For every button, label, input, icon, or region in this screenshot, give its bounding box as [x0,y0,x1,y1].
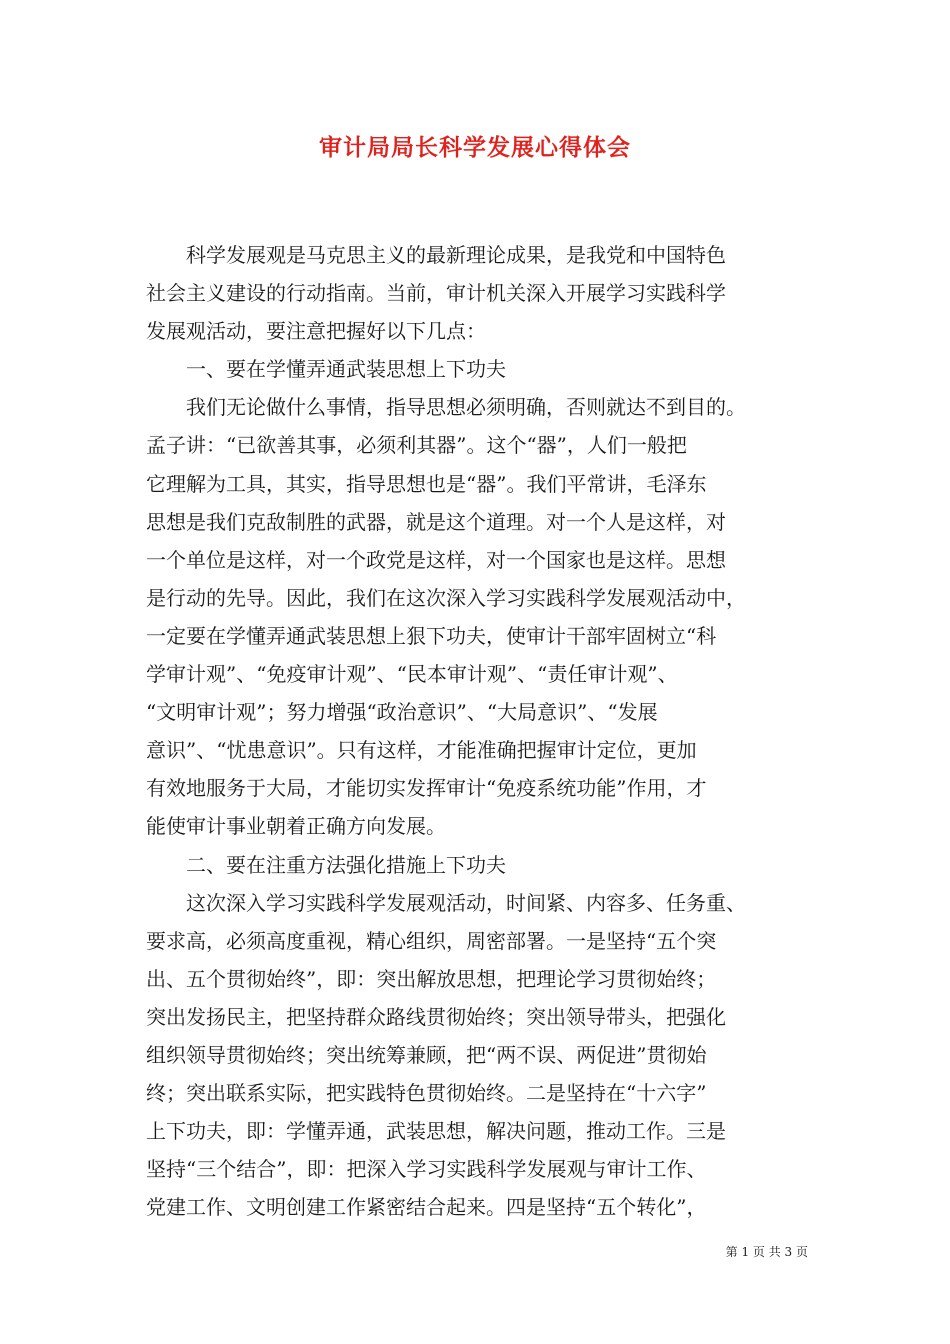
paragraph-line: 能使审计事业朝着正确方向发展。 [146,814,446,839]
paragraph-line: 孟子讲：“已欲善其事，必须利其器”。这个“器”，人们一般把 [146,433,687,458]
paragraph-line: 突出发扬民主，把坚持群众路线贯彻始终；突出领导带头，把强化 [146,1004,726,1029]
paragraph-line: 是行动的先导。因此，我们在这次深入学习实践科学发展观活动中， [146,585,746,610]
paragraph-line: 出、五个贯彻始终”，即：突出解放思想，把理论学习贯彻始终； [146,966,717,991]
page-number: 第 1 页 共 3 页 [725,1245,808,1259]
paragraph-line: 上下功夫，即：学懂弄通，武装思想，解决问题，推动工作。三是 [146,1119,726,1144]
paragraph-line: 要求高，必须高度重视，精心组织，周密部署。一是坚持“五个突 [146,928,717,953]
paragraph-line: 科学发展观是马克思主义的最新理论成果，是我党和中国特色 [146,243,726,267]
paragraph-line: 终；突出联系实际，把实践特色贯彻始终。二是坚持在“十六字” [146,1081,707,1106]
paragraph-line: 党建工作、文明创建工作紧密结合起来。四是坚持“五个转化”， [146,1195,707,1220]
paragraph-line: “文明审计观”；努力增强“政治意识”、“大局意识”、“发展 [146,700,658,725]
paragraph-line: 一定要在学懂弄通武装思想上狠下功夫，使审计干部牢固树立“科 [146,623,717,648]
paragraph-line: 一个单位是这样，对一个政党是这样，对一个国家也是这样。思想 [146,547,726,572]
paragraph-line: 二、要在注重方法强化措施上下功夫 [146,852,506,877]
paragraph-line: 发展观活动，要注意把握好以下几点： [146,319,486,344]
paragraph-line: 意识”、“忧患意识”。只有这样，才能准确把握审计定位，更加 [146,738,697,763]
paragraph-line: 社会主义建设的行动指南。当前，审计机关深入开展学习实践科学 [146,281,726,306]
document-title: 审计局局长科学发展心得体会 [319,134,631,161]
paragraph-line: 它理解为工具，其实，指导思想也是“器”。我们平常讲，毛泽东 [146,471,707,496]
document-body [146,236,808,1226]
paragraph-line: 这次深入学习实践科学发展观活动，时间紧、内容多、任务重、 [146,890,746,915]
paragraph-line: 坚持“三个结合”，即：把深入学习实践科学发展观与审计工作、 [146,1157,707,1182]
paragraph-line: 思想是我们克敌制胜的武器，就是这个道理。对一个人是这样，对 [146,509,726,534]
paragraph-line: 组织领导贯彻始终；突出统筹兼顾，把“两不误、两促进”贯彻始 [146,1042,707,1067]
paragraph-line: 我们无论做什么事情，指导思想必须明确，否则就达不到目的。 [146,395,746,420]
paragraph-line: 学审计观”、“免疫审计观”、“民本审计观”、“责任审计观”、 [146,662,678,687]
paragraph-line: 一、要在学懂弄通武装思想上下功夫 [146,357,506,382]
paragraph-line: 有效地服务于大局，才能切实发挥审计“免疫系统功能”作用，才 [146,776,707,801]
